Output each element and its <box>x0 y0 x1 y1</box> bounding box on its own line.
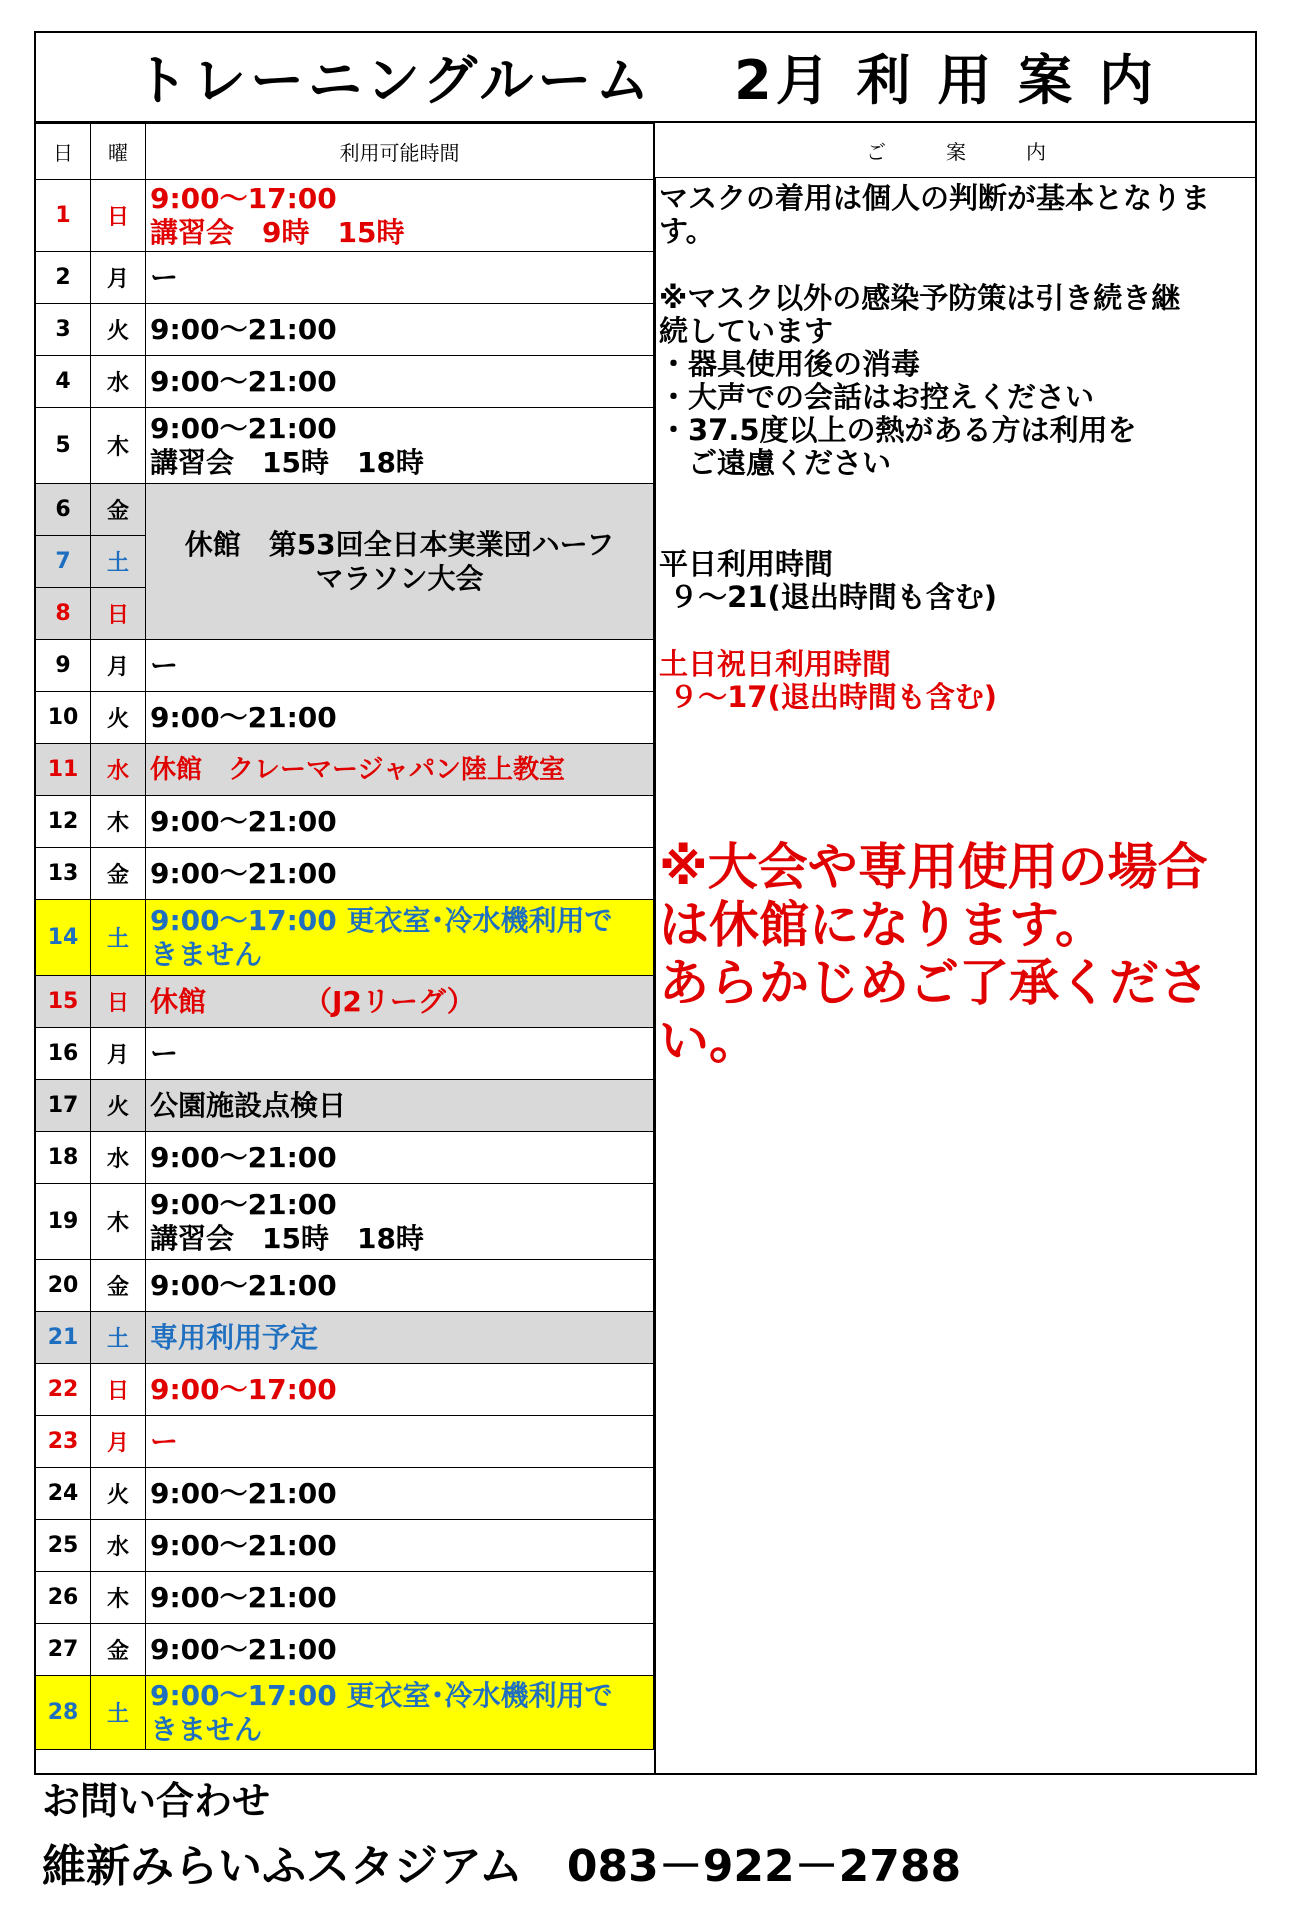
table-row <box>36 1572 654 1624</box>
table-row <box>36 1468 654 1520</box>
day-number: 1 <box>36 180 91 252</box>
infection-note <box>659 282 1251 480</box>
weekday: 土 <box>91 900 146 976</box>
hours-cell: 9:00～21:00 <box>146 848 654 900</box>
weekday: 火 <box>91 1080 146 1132</box>
table-row <box>36 1080 654 1132</box>
table-row <box>36 1364 654 1416</box>
weekday: 火 <box>91 692 146 744</box>
contact-info: 維新みらいふスタジアム 083－922－2788 <box>42 1841 962 1892</box>
table-row <box>36 1312 654 1364</box>
weekday: 金 <box>91 1260 146 1312</box>
table-row <box>36 252 654 304</box>
weekday: 水 <box>91 1520 146 1572</box>
hours-cell <box>146 1676 654 1750</box>
day-number: 25 <box>36 1520 91 1572</box>
notes-divider <box>654 178 656 1775</box>
hours-cell: 9:00～21:00 <box>146 1260 654 1312</box>
weekday: 月 <box>91 1028 146 1080</box>
weekday: 月 <box>91 1416 146 1468</box>
note-line: ご遠慮ください <box>659 446 892 480</box>
day-number: 16 <box>36 1028 91 1080</box>
day-number: 7 <box>36 536 91 588</box>
closed-line: 休館 第53回全日本実業団ハーフ <box>184 527 615 561</box>
day-number: 11 <box>36 744 91 796</box>
weekday: 金 <box>91 484 146 536</box>
hours-cell: 専用利用予定 <box>146 1312 654 1364</box>
hours-cell: ー <box>146 252 654 304</box>
hours-cell: 休館 （J2リーグ） <box>146 976 654 1028</box>
table-row <box>36 304 654 356</box>
hours-cell <box>146 1184 654 1260</box>
note-line: ９～17(退出時間も含む) <box>659 680 997 714</box>
day-number: 20 <box>36 1260 91 1312</box>
note-line: ・器具使用後の消毒 <box>659 347 921 381</box>
table-header-row <box>36 124 654 180</box>
table-row <box>36 408 654 484</box>
hours-cell <box>146 180 654 252</box>
header-weekday: 曜 <box>91 124 146 180</box>
hours-cell: 9:00～21:00 <box>146 1572 654 1624</box>
header-day: 日 <box>36 124 91 180</box>
hours-cell <box>146 900 654 976</box>
table-row <box>36 1520 654 1572</box>
hours-cell: 休館 クレーマージャパン陸上教室 <box>146 744 654 796</box>
weekday: 日 <box>91 1364 146 1416</box>
weekday: 土 <box>91 1312 146 1364</box>
hours-cell: 9:00～21:00 <box>146 692 654 744</box>
mask-note <box>659 182 1251 248</box>
table-row <box>36 356 654 408</box>
day-number: 19 <box>36 1184 91 1260</box>
note-line: ・大声での会話はお控えください <box>659 380 1095 414</box>
day-number: 2 <box>36 252 91 304</box>
hours-line: 9:00～21:00 <box>150 1187 337 1221</box>
weekday: 水 <box>91 744 146 796</box>
hours-cell: 9:00～21:00 <box>146 796 654 848</box>
table-row <box>36 484 654 536</box>
hours-cell: 9:00～17:00 <box>146 1364 654 1416</box>
closed-event-cell <box>146 484 654 640</box>
day-number: 17 <box>36 1080 91 1132</box>
hours-cell <box>146 408 654 484</box>
day-number: 15 <box>36 976 91 1028</box>
table-row <box>36 640 654 692</box>
day-number: 8 <box>36 588 91 640</box>
header-hours: 利用可能時間 <box>146 124 654 180</box>
day-number: 6 <box>36 484 91 536</box>
warning-line: い。 <box>659 1012 759 1070</box>
note-line: 平日利用時間 <box>659 547 834 581</box>
hours-line: 9:00～17:00 更衣室･冷水機利用で <box>150 903 613 937</box>
weekday: 水 <box>91 356 146 408</box>
table-row <box>36 1184 654 1260</box>
weekday-hours-note <box>659 548 1251 614</box>
hours-cell: 9:00～21:00 <box>146 1520 654 1572</box>
day-number: 12 <box>36 796 91 848</box>
day-number: 14 <box>36 900 91 976</box>
weekday: 火 <box>91 1468 146 1520</box>
weekday: 月 <box>91 640 146 692</box>
table-row <box>36 692 654 744</box>
weekday: 日 <box>91 180 146 252</box>
notes-header: ご 案 内 <box>654 123 1257 178</box>
table-row <box>36 180 654 252</box>
day-number: 9 <box>36 640 91 692</box>
day-number: 27 <box>36 1624 91 1676</box>
weekday: 月 <box>91 252 146 304</box>
weekday: 日 <box>91 976 146 1028</box>
day-number: 28 <box>36 1676 91 1750</box>
hours-cell: 公園施設点検日 <box>146 1080 654 1132</box>
warning-line: あらかじめご了承くださ <box>659 954 1209 1012</box>
schedule-table <box>35 123 654 1750</box>
hours-line: 9:00～21:00 <box>150 411 337 445</box>
day-number: 10 <box>36 692 91 744</box>
weekday: 日 <box>91 588 146 640</box>
weekday: 木 <box>91 796 146 848</box>
hours-cell: 9:00～21:00 <box>146 356 654 408</box>
table-row <box>36 1260 654 1312</box>
table-row <box>36 848 654 900</box>
hours-cell: 9:00～21:00 <box>146 1624 654 1676</box>
note-line: ※マスク以外の感染予防策は引き続き継 <box>659 281 1181 315</box>
table-row <box>36 1624 654 1676</box>
hours-cell: 9:00～21:00 <box>146 304 654 356</box>
weekday: 木 <box>91 1184 146 1260</box>
table-row <box>36 900 654 976</box>
hours-cell: ー <box>146 1416 654 1468</box>
page-title: トレーニングルーム 2月 利 用 案 内 <box>34 31 1257 123</box>
day-number: 22 <box>36 1364 91 1416</box>
closed-line: マラソン大会 <box>315 561 484 595</box>
day-number: 23 <box>36 1416 91 1468</box>
hours-cell: ー <box>146 1028 654 1080</box>
hours-line: 9:00～17:00 <box>150 181 337 215</box>
weekday: 水 <box>91 1132 146 1184</box>
notes-panel <box>659 182 1251 1070</box>
hours-line: 9:00～17:00 更衣室･冷水機利用で <box>150 1678 613 1712</box>
day-number: 5 <box>36 408 91 484</box>
hours-cell: ー <box>146 640 654 692</box>
weekday: 木 <box>91 408 146 484</box>
note-line: マスクの着用は個人の判断が基本となりま <box>659 181 1211 215</box>
table-row <box>36 1132 654 1184</box>
hours-cell: 9:00～21:00 <box>146 1468 654 1520</box>
closure-warning <box>659 838 1251 1070</box>
note-line: す。 <box>659 214 715 248</box>
table-row <box>36 976 654 1028</box>
day-number: 18 <box>36 1132 91 1184</box>
hours-line: 講習会 15時 18時 <box>150 1221 424 1255</box>
note-line: ・37.5度以上の熱がある方は利用を <box>659 413 1137 447</box>
hours-line: きません <box>150 1712 263 1746</box>
weekday: 土 <box>91 1676 146 1750</box>
contact-label: お問い合わせ <box>42 1779 271 1823</box>
table-row <box>36 744 654 796</box>
holiday-hours-note <box>659 648 1251 714</box>
hours-line: きません <box>150 937 263 971</box>
hours-line: 講習会 9時 15時 <box>150 215 405 249</box>
table-row <box>36 796 654 848</box>
warning-line: ※大会や専用使用の場合 <box>659 838 1208 896</box>
weekday: 金 <box>91 848 146 900</box>
table-row <box>36 1028 654 1080</box>
note-line: 続しています <box>659 314 834 348</box>
table-row <box>36 1676 654 1750</box>
day-number: 4 <box>36 356 91 408</box>
day-number: 21 <box>36 1312 91 1364</box>
weekday: 木 <box>91 1572 146 1624</box>
hours-line: 講習会 15時 18時 <box>150 445 424 479</box>
day-number: 26 <box>36 1572 91 1624</box>
day-number: 24 <box>36 1468 91 1520</box>
hours-cell: 9:00～21:00 <box>146 1132 654 1184</box>
weekday: 火 <box>91 304 146 356</box>
note-line: 土日祝日利用時間 <box>659 647 892 681</box>
weekday: 金 <box>91 1624 146 1676</box>
weekday: 土 <box>91 536 146 588</box>
day-number: 3 <box>36 304 91 356</box>
table-row <box>36 1416 654 1468</box>
note-line: ９～21(退出時間も含む) <box>659 580 997 614</box>
warning-line: は休館になります。 <box>659 896 1105 954</box>
day-number: 13 <box>36 848 91 900</box>
